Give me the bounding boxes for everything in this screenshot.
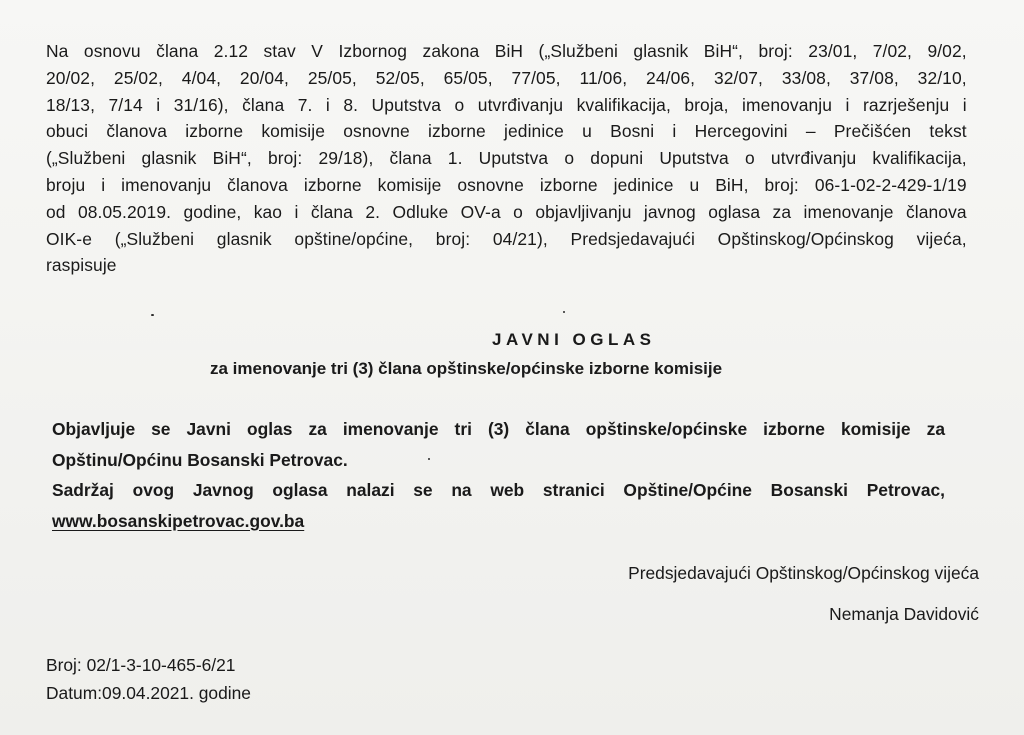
paragraph-line: 18/13, 7/14 i 31/16), člana 7. i 8. Uputstva o utvrđivanju kvalifikacija, broja, imenovanju i razrješenju i — [46, 94, 967, 115]
paragraph-line: 20/02, 25/02, 4/04, 20/04, 25/05, 52/05, 65/05, 77/05, 11/06, 24/06, 32/07, 33/08, 37/08, 32/10, — [46, 67, 967, 88]
scan-speck — [428, 458, 430, 460]
paragraph-line: („Službeni glasnik BiH“, broj: 29/18), člana 1. Uputstva o dopuni Uputstva o utvrđivanju kvalifikacija, — [46, 148, 967, 169]
signatory-name: Nemanja Davidović — [829, 604, 979, 624]
announcement-line: Sadržaj ovog Javnog oglasa nalazi se na web stranici Opštine/Općine Bosanski Petrovac, — [52, 480, 945, 500]
paragraph-line: broju i imenovanju članova izborne komisije osnovne izborne jedinice u BiH, broj: 06-1-02-2-429-1/19 — [46, 174, 967, 195]
announcement-line: Opštinu/Općinu Bosanski Petrovac. — [52, 449, 348, 470]
signatory-role: Predsjedavajući Opštinskog/Općinskog vijeća — [628, 563, 979, 583]
reference-number: Broj: 02/1-3-10-465-6/21 — [46, 655, 236, 675]
scan-speck — [151, 314, 154, 316]
announcement-block — [52, 414, 945, 536]
notice-title: JAVNI OGLAS — [492, 330, 656, 349]
paragraph-line: raspisuje — [46, 255, 117, 276]
paragraph-line: Na osnovu člana 2.12 stav V Izbornog zakona BiH („Službeni glasnik BiH“, broj: 23/01, 7/02, 9/02, — [46, 41, 967, 61]
announcement-line: Objavljuje se Javni oglas za imenovanje tri (3) člana opštinske/općinske izborne komisije za — [52, 419, 945, 439]
paragraph-line: obuci članova izborne komisije osnovne izborne jedinice u Bosni i Hercegovini – Prečišćen tekst — [46, 121, 967, 142]
document-date: Datum:09.04.2021. godine — [46, 683, 251, 703]
legal-basis-paragraph — [46, 38, 967, 279]
website-link[interactable]: www.bosanskipetrovac.gov.ba — [52, 510, 305, 531]
scan-speck — [563, 311, 565, 313]
paragraph-line: OIK-e („Službeni glasnik opštine/općine, broj: 04/21), Predsjedavajući Opštinskog/Općinskog vijeća, — [46, 228, 967, 249]
paragraph-line: od 08.05.2019. godine, kao i člana 2. Odluke OV-a o objavljivanju javnog oglasa za imenovanje članova — [46, 201, 967, 222]
announcement-link-line — [52, 506, 945, 537]
notice-subtitle: za imenovanje tri (3) člana opštinske/općinske izborne komisije — [210, 359, 723, 378]
